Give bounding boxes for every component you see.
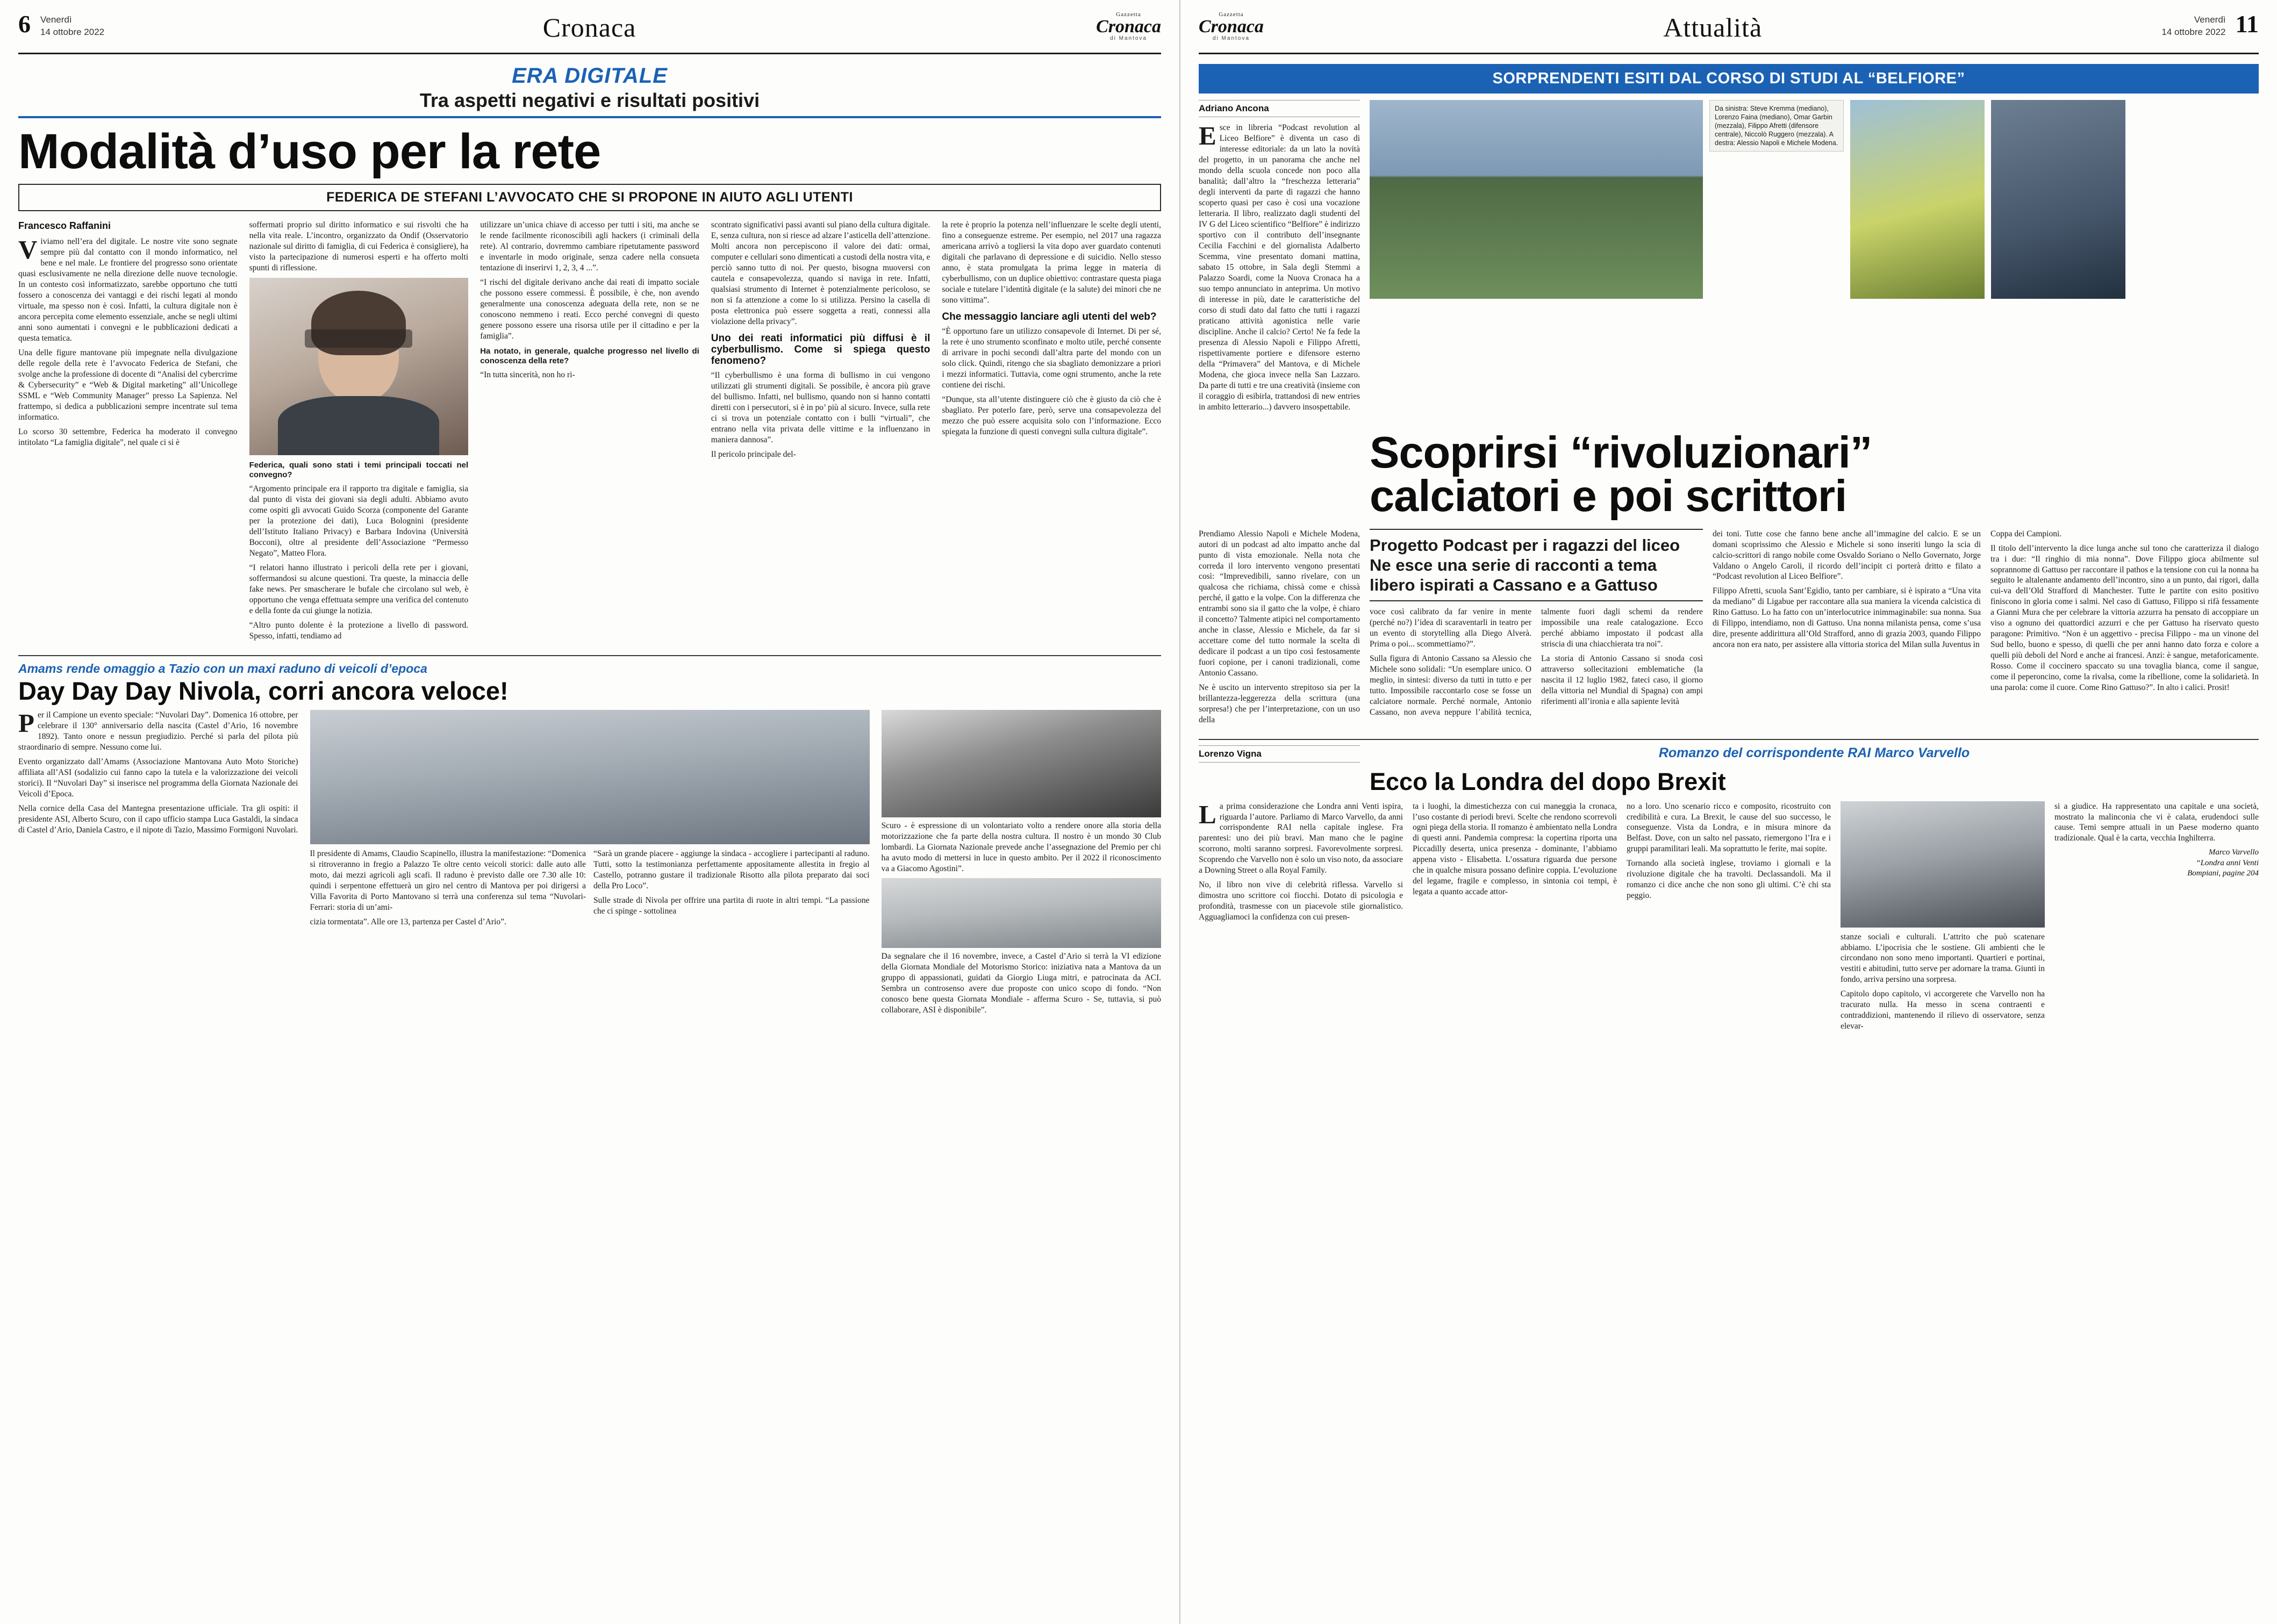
deck-line-2: Ne esce una serie di racconti a tema xyxy=(1370,555,1657,574)
paragraph: Capitolo dopo capitolo, vi accorgerete che Varvello non ha tracurato nulla. Ha messo in scena contraenti e contraddizioni, mantenendo il rilievo di osservatore, senza elevar- xyxy=(1841,989,2045,1031)
book-publisher: Bompiani, pagine 204 xyxy=(2187,869,2259,878)
paragraph: cizia tormentata”. Alle ore 13, partenza per Castel d’Ario”. xyxy=(310,917,506,926)
feature-column-3 xyxy=(882,710,1162,1019)
sport-column-4 xyxy=(1990,529,2259,730)
feature-columns xyxy=(18,710,1161,1019)
paragraph: Nella cornice della Casa del Mantegna presentazione ufficiale. Tra gli ospiti: il presidente ASI, Alberto Scuro, con il capo ufficio stampa Luca Gastaldi, la sindaca di Castel d’Ario, Daniela Castro, e il nipote di Tazio, Massimo Formigoni Nuvolari. xyxy=(18,803,298,835)
interview-question-1: Federica, quali sono stati i temi principali toccati nel convegno? xyxy=(249,460,469,480)
photo-team-players xyxy=(1370,100,1703,299)
logo-small-text: Gazzetta xyxy=(1116,11,1141,18)
newspaper-logo-left xyxy=(1096,12,1161,41)
issue-date: 14 ottobre 2022 xyxy=(2161,26,2226,37)
sport-column-3 xyxy=(1713,529,1981,730)
masthead-left xyxy=(18,12,1161,54)
photo-amams-presentation xyxy=(310,710,870,844)
paragraph: Il titolo dell’intervento la dice lunga anche sul tono che caratterizza il dialogo tra i due: “Il ringhio di mia nonna”. Dove Filippo gioca abilmente sul soprannome di Gattuso per raccontare il pathos e la tensione con cui la nonna ha seguito le altalenante andamento dell’incontro, sino a un punto, dai rigori, dalla cui-va dell’Old Strafford di Manchester. Tutte le partite con esito positivo finiscono in gloria come i salmi. Nel caso di Gattuso, Filippo si rifà fessamente a Gianni Mura che per celebrare la vittoria azzurra ha pensato di accoppiare un viso a ognuno dei quattordici azzurri e che per Gattuso ha riservato questo paragone: Primitivo. “Non è un aggettivo - precisa Filippo - ma un vinone del Sud bello, buono e spesso, di quelli che per anni hanno dato forza e colore a quelli più deboli del Nord e anche ai francesi. Anzi: è sangue, metaforicamente. Rosso. Come il coccinero spaccato su una tovaglia bianca, come il sangue, come il peperoncino, come la rivalsa, come la ribellione, come la solidarietà. In una parola: come il cuore. Come Rino Gattuso?”. In alto i calici. Prosit! xyxy=(1990,543,2259,693)
paragraph: scontrato significativi passi avanti sul piano della cultura digitale. E, senza cultura, non si riesce ad alzare l’asticella dell’attenzione. Molti ancora non percepiscono il valore dei dati: ormai, computer e cellulari sono dimenticati a custodi della nostra vita, e perciò sanno tutto di noi. Per questo, bisogna muoversi con cautela e consapevolezza, quando si naviga in rete. Infatti, qualsiasi strumento di Internet è potenzialmente pericoloso, se non si fa attenzione a come lo si utilizza. Persino la casella di posta elettronica può essere soggetta a reati, connessi alla violazione della privacy”. xyxy=(711,220,930,326)
byline: Francesco Raffanini xyxy=(18,220,111,231)
paragraph: “In tutta sincerità, non ho ri- xyxy=(480,370,575,380)
book-column-4 xyxy=(1841,932,2045,1032)
newspaper-logo-right xyxy=(1199,12,1264,41)
logo-small-text: Gazzetta xyxy=(1219,11,1244,18)
book-column-2 xyxy=(1413,801,1617,1036)
paragraph: “È opportuno fare un utilizzo consapevole di Internet. Di per sé, la rete è uno strumento sconfinato e molto utile, perché consente di arrivare in pochi secondi dall’altra parte del mondo con un solo click. Quindi, ritengo che sia sbagliato demonizzare a priori i mezzi informatici. Tuttavia, come ogni strumento, anche la rete contiene dei rischi. xyxy=(942,326,1161,390)
kicker-block xyxy=(18,64,1161,112)
paragraph: “Dunque, sta all’utente distinguere ciò che è giusto da ciò che è sbagliato. Per poterlo fare, però, serve una consapevolezza del mezzo che può essere acquisita solo con l’informazione. Ecco spiegata la funzione di questi convegni sulla cultura digitale”. xyxy=(942,394,1161,436)
subheadline-box: FEDERICA DE STEFANI L’AVVOCATO CHE SI PROPONE IN AIUTO AGLI UTENTI xyxy=(18,184,1161,211)
paragraph: Sulle strade di Nivola per offrire una partita di ruote in altri tempi. “La passione che ci spinge - sottolinea xyxy=(593,895,870,916)
deck-line-3: libero ispirati a Cassano e a Gattuso xyxy=(1370,575,1658,594)
paragraph: Il presidente di Amams, Claudio Scapinello, illustra la manifestazione: “Domenica si ritroveranno in fregio a Palazzo Te oltre cento veicoli storici: dalle auto alle moto, dai mezzi agricoli agli scafi. Il raduno è previsto dalle ore 7.30 alle 10: quindi i serpentone effettuerà un giro nel centro di Mantova per poi dirigersi a Villa Favorita di Porto Mantovano si terrà una conferenza sul tema “Nuvolari-Ferrari: storia di un’ami- xyxy=(310,849,586,912)
paragraph: “I rischi del digitale derivano anche dai reati di impatto sociale che possono essere commessi. È possibile, è che, non avendo generalmente una conoscenza adeguata della rete, non se ne conoscono nemmeno i reati. Ecco perché convegni di questo genere possono essere una risorsa utile per il cittadino e per la famiglia”. xyxy=(480,277,699,341)
issue-weekday: Venerdì xyxy=(2194,15,2226,25)
issue-weekday: Venerdì xyxy=(40,15,72,25)
photo-vintage-motorbike xyxy=(882,878,1162,948)
paragraph: “Sarà un grande piacere - aggiunge la sindaca - accogliere i partecipanti al raduno. Tutti, sotto la testimonianza perfettamente appositamente allestita in fregio al Castello, potranno gustare il tradizionale Risotto alla pilota preparato dai soci della Pro Loco”. xyxy=(593,849,870,890)
deck-line-1: Progetto Podcast per i ragazzi del liceo xyxy=(1370,535,1680,555)
photo-caption-box: Da sinistra: Steve Kremma (mediano), Lorenzo Faina (mediano), Omar Garbin (mezzala), Filippo Afretti (difensore centrale), Niccolò Ruggero (mezzala). A destra: Alessio Napoli e Michele Modena. xyxy=(1709,100,1844,152)
logo-sub-text: di Mantova xyxy=(1110,35,1147,41)
paragraph: soffermati proprio sul diritto informatico e sui risvolti che ha nella vita reale. L’incontro, organizzato da Ondif (Osservatorio nazionale sul diritto di famiglia, di cui Federica è consigliere), ha visto la partecipazione di numerosi esperti e ha offerto molti spunti di riflessione. xyxy=(249,220,469,272)
paragraph: no a loro. Uno scenario ricco e composito, ricostruito con credibilità e cura. La Brexit, le cause del suo successo, le conseguenze. Vista da Londra, e in misura minore da Belfast. Dove, con un salto nel passato, riemergono l’Ira e i gruppi paramilitari leali. Ma soprattutto le ferite, mai sopite. xyxy=(1627,801,1831,854)
sport-headline-line1: Scoprirsi “rivoluzionari” xyxy=(1370,427,1872,477)
photo-marco-varvello xyxy=(1841,801,2045,928)
book-credit xyxy=(2054,847,2259,879)
page-number-right: 11 xyxy=(2235,10,2259,38)
paragraph: “Il cyberbullismo è una forma di bullismo in cui vengono utilizzati gli strumenti digitali. Se possibile, è ancora più grave del bullismo. Infatti, nel bullismo, quando non si hanno contatti diretti con i persecutori, si è in po’ più al sicuro. Invece, sulla rete ci si trova un potenziale contatto con i bulli “virtuali”, che entrano nella vita privata delle vittime e la influenzano in maniera dannosa”. xyxy=(711,371,930,445)
paragraph: Il pericolo principale del- xyxy=(711,450,796,459)
sport-deck xyxy=(1370,529,1703,602)
paragraph: Sulla figura di Antonio Cassano sa Alessio che Michele sono solidali: “Un esemplare unico. O meglio, in sintesi: diverso da tutti in tutto e per tutto. Impossibile raccontarlo cose se fosse un calciatore normale. Perché normale, Antonio Cassano, non aveva neppure l’abilità tecnica, talmente fuori dagli schemi da rendere impossibile una reale catalogazione. Ecco perché abbiamo impostato il podcast alla striscia di una chiacchierata tra noi”. xyxy=(1370,607,1703,717)
logo-sub-text: di Mantova xyxy=(1213,35,1250,41)
article-columns-main xyxy=(18,220,1161,645)
book-author: Marco Varvello xyxy=(2208,848,2259,857)
logo-main-text: Cronaca xyxy=(1096,17,1161,37)
page-right xyxy=(1180,0,2277,1624)
paragraph: La prima considerazione che Londra anni Venti ispira, riguarda l’autore. Parliamo di Marco Varvello, da anni corrispondente RAI nella capitale inglese. Fra parentesi: uno dei più bravi. Man mano che le pagine scorrono, molti saranno sorpresi. Favorevolmente sorpresi. Scoprendo che Varvello non è solo un viso noto, da associare a Downing Street o alla Royal Family. xyxy=(1199,799,1403,875)
photo-player-alessio-napoli xyxy=(1850,100,1985,299)
kicker-secondary: Tra aspetti negativi e risultati positivi xyxy=(419,89,760,111)
section-title-right: Attualità xyxy=(1663,12,1763,42)
paragraph: Esce in libreria “Podcast revolution al Liceo Belfiore” è diventa un caso di interesse editoriale: da un lato la novità del progetto, in un panorama che anche nel mondo della scuola concede non poco alla banalità; dall’altro la “freschezza letteraria” degli interventi da parte di ragazzi che hanno scoperto quasi per caso è così una vocazione letteraria. Il libro, realizzato dagli studenti del IV G del Liceo scientifico “Belfiore” è indirizzo sportivo con il contributo dell’insegnante Cecilia Facchini e del giornalista Adalberto Scemma, vine presentato domani mattina, sabato 15 ottobre, in Sala degli Stemmi a Palazzo Soardi, come la Nuova Cronaca ha a suo tempo annunciato in anteprima. Un motivo di interesse in più, date le caratteristiche del corso di studi dato dal fatto che tutti i ragazzi praticano attività agonistica nelle varie discipline. Anche il calcio? Certo! Ne fa fede la presenza di Alessio Napoli e Filippo Afretti, rispettivamente portiere e difensore esterno della “Primavera” del Mantova, e di Michele Modena, che gioca invece nella San Lazzaro. Da parte di tutti e tre una creatività (insieme con il coraggio di esibirla, trattandosi di new entries in ambito letterario...) davvero insospettabile. xyxy=(1199,121,1360,412)
paragraph: “Argomento principale era il rapporto tra digitale e famiglia, sia dal punto di vista dei giovani sia degli adulti. Abbiamo avuto come ospiti gli avvocati Guido Scorza (componente del Garante per la protezione dei dati), Luca Bolognini (presidente dell’Istituto Italiano Privacy) e Barbara Indovina (Università Bocconi), oltre al presidente dell’Associazione “Permesso Negato”, Matteo Flora. xyxy=(249,484,469,558)
paragraph: Lo scorso 30 settembre, Federica ha moderato il convegno intitolato “La famiglia digitale”, nel quale ci si è xyxy=(18,427,238,447)
interview-question-2: Ha notato, in generale, qualche progresso nel livello di conoscenza della rete? xyxy=(480,346,699,365)
book-headline: Ecco la Londra del dopo Brexit xyxy=(1370,768,1726,796)
book-column-5 xyxy=(2054,801,2259,844)
section-divider xyxy=(18,655,1161,656)
paragraph: Evento organizzato dall’Amams (Associazione Mantovana Auto Moto Storiche) affiliata all’ASI (sodalizio cui fanno capo la tutela e la valorizzazione dei veicoli storici). Il “Nuvolari Day” si inserisce nel programma della Giornata Nazionale dei Veicoli d’Epoca. xyxy=(18,757,298,799)
sport-column-1-cont xyxy=(1199,529,1360,730)
paragraph: dei toni. Tutte cose che fanno bene anche all’immagine del calcio. E se un domani scoprissimo che Alessio e Michele si sono inseriti lungo la scia di calcio-scrittori di rango nobile come Osvaldo Soriano o Nello Governato, Jorge Valdano o Angelo Caroli, il ricordo dell’incipit ci porterà dritto e filato a “Podcast revolution al Liceo Belfiore”. xyxy=(1713,529,1981,581)
author-tag-book: Lorenzo Vigna xyxy=(1199,745,1360,763)
headline-main-left: Modalità d’uso per la rete xyxy=(18,124,601,179)
paragraph: utilizzare un’unica chiave di accesso per tutti i siti, ma anche se le rende facilmente riconoscibili agli hackers (i criminali della rete). Al contrario, dovremmo cambiare ripetutamente password e inventarle in modo originale, senza cadere nella consueta tentazione di inserirvi 1, 2, 3, 4 ...”. xyxy=(480,220,699,272)
paragraph: la rete è proprio la potenza nell’influenzare le scelte degli utenti, fino a conseguenze estreme. Per esempio, nel 2017 una ragazza americana arrivò a togliersi la vita dopo aver guardato contenuti digitali che parlavano di depressione e di suicidio. Nello stesso anno, è stata promulgata la prima legge in materia di cyberbullismo, con un duplice obiettivo: contrastare questa piaga sociale e tutelare l’identità digitale (e la salute) dei minori che ne sono vittima”. xyxy=(942,220,1161,305)
paragraph: si a giudice. Ha rappresentato una capitale e una società, mostrato la malinconia che vi è calata, erudendoci sulle cause. Temi sempre attuali in un Paese moderno quanto tradizionale. Qual è la carta, vecchia Inghilterra. xyxy=(2054,801,2259,843)
book-column-3 xyxy=(1627,801,1831,1036)
book-overline: Romanzo del corrispondente RAI Marco Varvello xyxy=(1658,745,1970,761)
sport-column-2 xyxy=(1370,607,1703,718)
paragraph: ta i luoghi, la dimestichezza con cui maneggia la cronaca, l’uso costante di periodi brevi. Scelte che rendono scorrevoli ogni piega della storia. Il romanzo è ambientato nella Londra di questi anni. Pandemia compresa: la copertina riporta una Piccadilly deserta, unica presenza - dominante, l’abbiamo appena visto - Elisabetta. L’ossatura riguarda due persone che in qualche misura possano definire coppia. L’evoluzione del legame, fragile e complesso, in sintonia coi tempi, è legata a quanto accade attor- xyxy=(1413,801,1617,897)
author-tag-sport: Adriano Ancona xyxy=(1199,100,1360,117)
sport-column-1 xyxy=(1199,123,1360,413)
paragraph: Prendiamo Alessio Napoli e Michele Modena, autori di un podcast ad alto impatto anche dal punto di vista emozionale. Nella nota che correda il loro intervento vengono presentati così: “Imprevedibili, sanno rivelare, con un qualcosa che richiama, chissà come e chissà perché, il gatto e la volpe. Con la differenza che entrambi sono sia il gatto che la volpe, è chiaro il concetto? Talmente atipici nel comportamento anche in classe, Alessio e Michele, da far si accettare come del tutto normale la scelta di dedicare il podcast a un tipo così festosamente fuori copione, per i canoni tradizionali, come Antonio Cassano. xyxy=(1199,529,1360,678)
paragraph: Viviamo nell’era del digitale. Le nostre vite sono segnate sempre più dal contatto con il mondo informatico, nel bene e nel male. Le frontiere del progresso sono orientate quasi esclusivamente ne nella direzione delle nuove tecnologie. In un contesto così informatizzato, sarebbe opportuno che tutti fossero a conoscenza dei vantaggi e dei rischi legati al mondo virtuale, ma spesso non è così. Infatti, la cultura digitale non è ancora percepita come elemento essenziale, anche se negli ultimi anni sono aumentati i convegni e le pubblicazioni dedicati a questa tematica. xyxy=(18,235,238,343)
feature-headline: Day Day Day Nivola, corri ancora veloce! xyxy=(18,677,509,706)
paragraph: Una delle figure mantovane più impegnate nella divulgazione delle regole della rete è l’avvocato Federica de Stefani, che svolge anche la professione di docente di “Analisi del cybercrime & Cybersecurity” e “Web & Digital marketing” all’Unicollege SSML e “Web Community Manager” presso La Sapienza. Nel frattempo, si dedica a pubblicazioni sempre incentrate sul tema informatico. xyxy=(18,348,238,422)
feature-overline: Amams rende omaggio a Tazio con un maxi raduno di veicoli d’epoca xyxy=(18,662,427,676)
paragraph: Da segnalare che il 16 novembre, invece, a Castel d’Ario si terrà la VI edizione della Giornata Mondiale del Motorismo Storico: iniziativa nata a Mantova da un gruppo di appassionati, guidati da Giorgio Liuga mitri, e patrocinata da ACI. Sembra un controsenso avere due proposte con unico scopo di fondo. “Non conosco bene questa Giornata Mondiale - afferma Scuro - Se, tuttavia, si può collaborare, ASI è disponibile”. xyxy=(881,951,1161,1015)
section-divider-right xyxy=(1199,739,2259,740)
paragraph: Scuro - è espressione di un volontariato volto a rendere onore alla storia della motorizzazione che fa parte della nostra cultura. Il nostro è un mondo 30 Club lombardi. La Giornata Nazionale prevede anche l’assegnazione del Premio per chi ha avuto modo di mettersi in luce in questo ambito. Per il 2022 il riconoscimento va a Giacomo Agostini”. xyxy=(881,821,1161,873)
photo-tazio-nuvolari xyxy=(882,710,1162,817)
banner-headline: SORPRENDENTI ESITI DAL CORSO DI STUDI AL “BELFIORE” xyxy=(1199,64,2259,94)
book-column-1 xyxy=(1199,801,1403,1036)
interview-question-3: Uno dei reati informatici più diffusi è il cyberbullismo. Come si spiega questo fenomeno? xyxy=(711,332,930,367)
section-title-left: Cronaca xyxy=(542,12,636,42)
interview-question-4: Che messaggio lanciare agli utenti del web? xyxy=(942,311,1157,322)
paragraph: La storia di Antonio Cassano si snoda così attraverso sollecitazioni emblematiche (la nascita il 12 luglio 1982, fateci caso, il giorno della vittoria nel Mundial di Spagna) con ampi riferimenti all’ironia e alla sapiente levità xyxy=(1541,654,1703,706)
column-5 xyxy=(942,220,1161,645)
paragraph: “Altro punto dolente è la protezione a livello di password. Spesso, infatti, tendiamo ad xyxy=(249,621,469,641)
paragraph: “I relatori hanno illustrato i pericoli della rete per i giovani, soffermandosi su alcune questioni. Tra queste, la minaccia delle fake news. Per smascherare le bufale che circolano sul web, è opportuno che venga effettuata sempre una verifica del contenuto e della fonte da cui giunge la notizia. xyxy=(249,563,469,616)
logo-main-text: Cronaca xyxy=(1199,17,1264,37)
feature-column-2 xyxy=(310,710,870,1019)
column-3 xyxy=(480,220,699,645)
photo-federica-de-stefani xyxy=(249,278,469,455)
sport-headline-line2: calciatori e poi scrittori xyxy=(1370,471,1847,521)
paragraph: Coppa dei Campioni. xyxy=(1990,529,2062,538)
divider-blue xyxy=(18,116,1161,118)
kicker-primary: ERA DIGITALE xyxy=(512,64,668,88)
book-title: “Londra anni Venti xyxy=(2196,858,2259,867)
photo-player-michele-modena xyxy=(1991,100,2125,299)
paragraph: voce così calibrato da far venire in mente (perché no?) l’idea di scaraventarli in teatro per un evento di storytelling alla Diego Alverà. Prima o poi... scommettiamo?”. xyxy=(1370,607,1531,649)
paragraph: No, il libro non vive di celebrità riflessa. Varvello si dimostra uno scrittore coi fiocchi. Dotato di psicologia e profondità, trasmesse con un piacevole stile giornalistico. Agguagliamoci la confidenza con cui presen- xyxy=(1199,880,1403,922)
paragraph: Per il Campione un evento speciale: “Nuvolari Day”. Domenica 16 ottobre, per celebrare il 130° anniversario della nascita (Castel d’Ario, 16 novembre 1892). Tanto onore e nessun pregiudizio. Perché si parla del pilota più straordinario di sempre. Nessuno come lui. xyxy=(18,708,298,752)
issue-date-left xyxy=(40,12,104,39)
page-number-left: 6 xyxy=(18,10,31,38)
issue-date-right xyxy=(2161,12,2225,39)
masthead-right xyxy=(1199,12,2259,54)
paragraph: Filippo Afretti, scuola Sant’Egidio, tanto per cambiare, si è ispirato a “Una vita da mediano” di Ligabue per raccontare alla sua maniera la vicenda calcistica di Rino Gattuso. Lo ha fatto con un’interlocutrice inimmaginabile: sua nonna. Sua di Filippo, intendiamo, non di Gattuso. Una nonna milanista pensa, come s’usa dire, presente addirittura all’Old Strafford, anno di grazia 2003, quando Filippo ancora non era nato, per assistere alla vittoria storica del Milan sulla Juventus in xyxy=(1713,586,1981,650)
paragraph: Tornando alla società inglese, troviamo i giornali e la rivoluzione digitale che ha travolti. Declassandoli. Ma il romanzo ci dice anche che non sono gli ultimi. C’è chi sta peggio. xyxy=(1627,859,1831,901)
column-4 xyxy=(711,220,930,645)
feature-column-1 xyxy=(18,710,298,1019)
paragraph: Ne è uscito un intervento strepitoso sia per la brillantezza-leggerezza della scrittura (una sorpresa!) che per l’interpretazione, con un uso della xyxy=(1199,683,1360,725)
paragraph: stanze sociali e culturali. L’attrito che può scatenare abbiamo. L’ipocrisia che le sostiene. Gli ambienti che le circondano non sono meno importanti. Quartieri e portinai, vestiti e abitudini, tutto serve per adornare la trama. Giunti in fondo, arriva persino una sorpresa. xyxy=(1841,932,2045,985)
issue-date: 14 ottobre 2022 xyxy=(40,26,105,37)
column-2 xyxy=(249,220,469,645)
column-1 xyxy=(18,220,238,645)
